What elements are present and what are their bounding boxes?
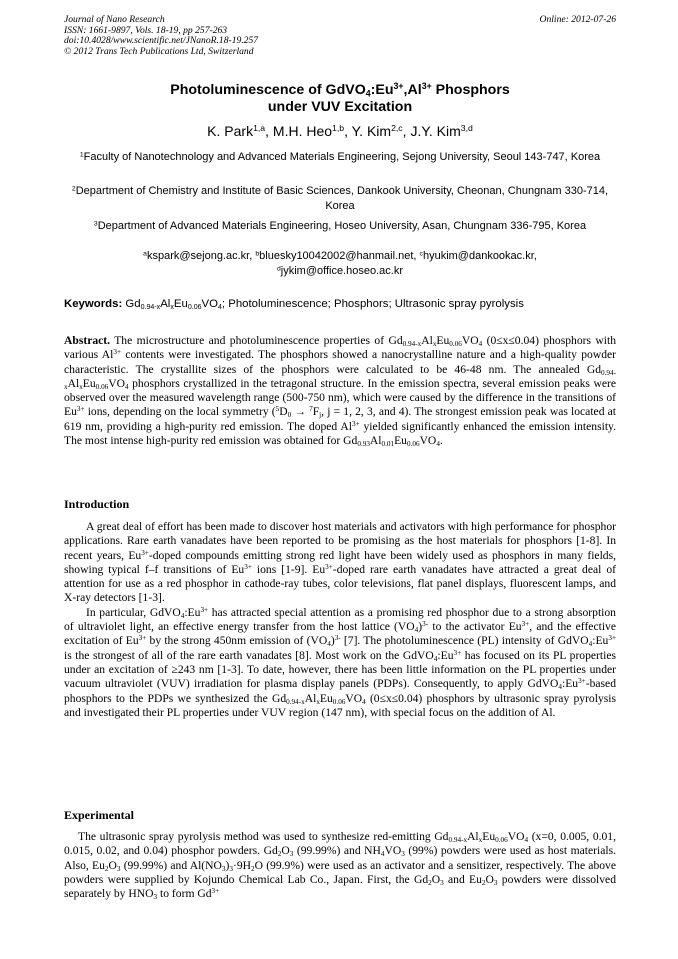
section-heading-introduction: Introduction [64,497,130,511]
keywords-label: Keywords: [64,298,123,310]
author: J.Y. Kim [410,123,461,139]
author: K. Park [207,123,254,139]
section-heading-experimental: Experimental [64,808,134,822]
email-c[interactable]: hyukim@dankookac.kr [422,250,534,262]
abstract: Abstract. The microstructure and photoluminescence properties of $Gd_{0.94-x}Al_xEu_{0.06}VO_4$ (0≤x≤0.04) phosphors with various $Al^{3+}$ contents were investigated. The phosphors showed a nanocrystalline nature and a high-quality powder characteristic. The crystallite sizes of the phosphors were calculated to be 46-48 nm. The annealed $Gd_{0.94-x}Al_xEu_{0.06}VO_4$ phosphors crystallized in the tetragonal structure. In the emission spectra, several emission peaks were observed over the measured wavelength range (500-750 nm), which were caused by the difference in the transitions of $Eu^{3+}$ ions, depending on the local symmetry ($^5D_0 \to ^7F_j$, j = 1, 2, 3, and 4). The strongest emission peak was located at 619 nm, providing a high-purity red emission. The doped $Al^{3+}$ yielded significantly enhanced the emission intensity. The most intense high-purity red emission was obtained for $Gd_{0.93}Al_{0.01}Eu_{0.06}VO_4$. [64,334,617,449]
paper-title: Photoluminescence of $GdVO_4:Eu^{3+},Al^{3+}$ Phosphors under VUV Excitation [170,81,510,115]
experimental-body: The ultrasonic spray pyrolysis method was used to synthesize red-emitting $Gd_{0.94-x}Al_xEu_{0.06}VO_4$ (x=0, 0.005, 0.01, 0.015, 0.02, and 0.04) phosphor powders. $Gd_2O_3$ (99.99%) and $NH_4VO_3$ (99%) powders were used as host materials. Also, $Eu_2O_3$ (99.99%) and $Al(NO_3)_3\cdot 9H_2O$ (99.9%) were used as an activator and a sensitizer, respectively. The above powders were supplied by Kojundo Chemical Lab Co., Japan. First, the $Gd_2O_3$ and $Eu_2O_3$ powders were dissolved separately by $HNO_3$ to form $Gd^{3+}$ [64,830,617,902]
affiliation-3: $^3$Department of Advanced Materials Engineering, Hoseo University, Asan, Chungnam 336-795, Korea [93,220,587,232]
email-a[interactable]: kspark@sejong.ac.kr [146,250,250,262]
journal-doi: doi:10.4028/www.scientific.net/JNanoR.18-19.257 [64,35,259,47]
email-d[interactable]: jykim@office.hoseo.ac.kr [280,265,404,277]
author: Y. Kim [351,123,392,139]
abstract-label: Abstract. [64,334,111,347]
affiliation-2: $^2$Department of Chemistry and Institute of Basic Sciences, Dankook University, Cheonan, Chungnam 330-714, Korea [71,185,609,212]
author: M.H. Heo [272,123,333,139]
journal-copyright: © 2012 Trans Tech Publications Ltd, Switzerland [64,45,254,57]
email-b[interactable]: bluesky10042002@hanmail.net [259,250,414,262]
journal-header [64,15,616,57]
journal-name: Journal of Nano Research [64,14,165,25]
keywords: Keywords: $Gd_{0.94-x}Al_xEu_{0.06}VO_4$; Photoluminescence; Phosphors; Ultrasonic spray pyrolysis [64,298,524,312]
author-list: K. Park$^{1,a}$, M.H. Heo$^{1,b}$, Y. Kim$^{2,c}$, J.Y. Kim$^{3,d}$ [207,123,473,139]
journal-issn: ISSN: 1661-9897, Vols. 18-19, pp 257-263 [64,24,228,36]
email-list: $^a$kspark@sejong.ac.kr, $^b$bluesky10042002@hanmail.net, $^c$hyukim@dankookac.kr, $^d$jykim@office.hoseo.ac.kr [143,250,537,277]
online-date: Online: 2012-07-26 [539,14,616,25]
affiliation-1: $^1$Faculty of Nanotechnology and Advanced Materials Engineering, Sejong University, Seoul 143-747, Korea [79,151,601,163]
introduction-body: A great deal of effort has been made to discover host materials and activators with high performance for phosphor applications. Rare earth vanadates have been reported to be promising as the host materials for phosphors [1-8]. In recent years, $Eu^{3+}$-doped compounds emitting strong red light have been widely used as phosphors in many fields, showing typical f–f transitions of $Eu^{3+}$ ions [1-9]. $Eu^{3+}$-doped rare earth vanadates have attracted a great deal of attention for use as a red phosphor in cathode-ray tubes, color televisions, flat panel displays, fluorescent lamps, and X-ray detectors [1-3]. In particular, $GdVO_4:Eu^{3+}$ has attracted special attention as a promising red phosphor due to a strong absorption of ultraviolet light, an effective energy transfer from the host lattice $(VO_4)^{3-}$ to the activator $Eu^{3+}$, and the effective excitation of $Eu^{3+}$ by the strong 450nm emission of $(VO_4)^{3-}$ [7]. The photoluminescence (PL) intensity of $GdVO_4:Eu^{3+}$ is the strongest of all of the rare earth vanadates [8]. Most work on the $GdVO_4:Eu^{3+}$ has focused on its PL properties under an excitation of ≥243 nm [1-3]. To date, however, there has been little information on the PL properties under vacuum ultraviolet (VUV) irradiation for plasma display panels (PDPs). Consequently, to apply $GdVO_4:Eu^{3+}$-based phosphors to the PDPs we synthesized the $Gd_{0.94-x}Al_xEu_{0.06}VO_4$ (0≤x≤0.04) phosphors by ultrasonic spray pyrolysis and investigated their PL properties under VUV region (147 nm), with special focus on the addition of Al. [64,520,617,719]
